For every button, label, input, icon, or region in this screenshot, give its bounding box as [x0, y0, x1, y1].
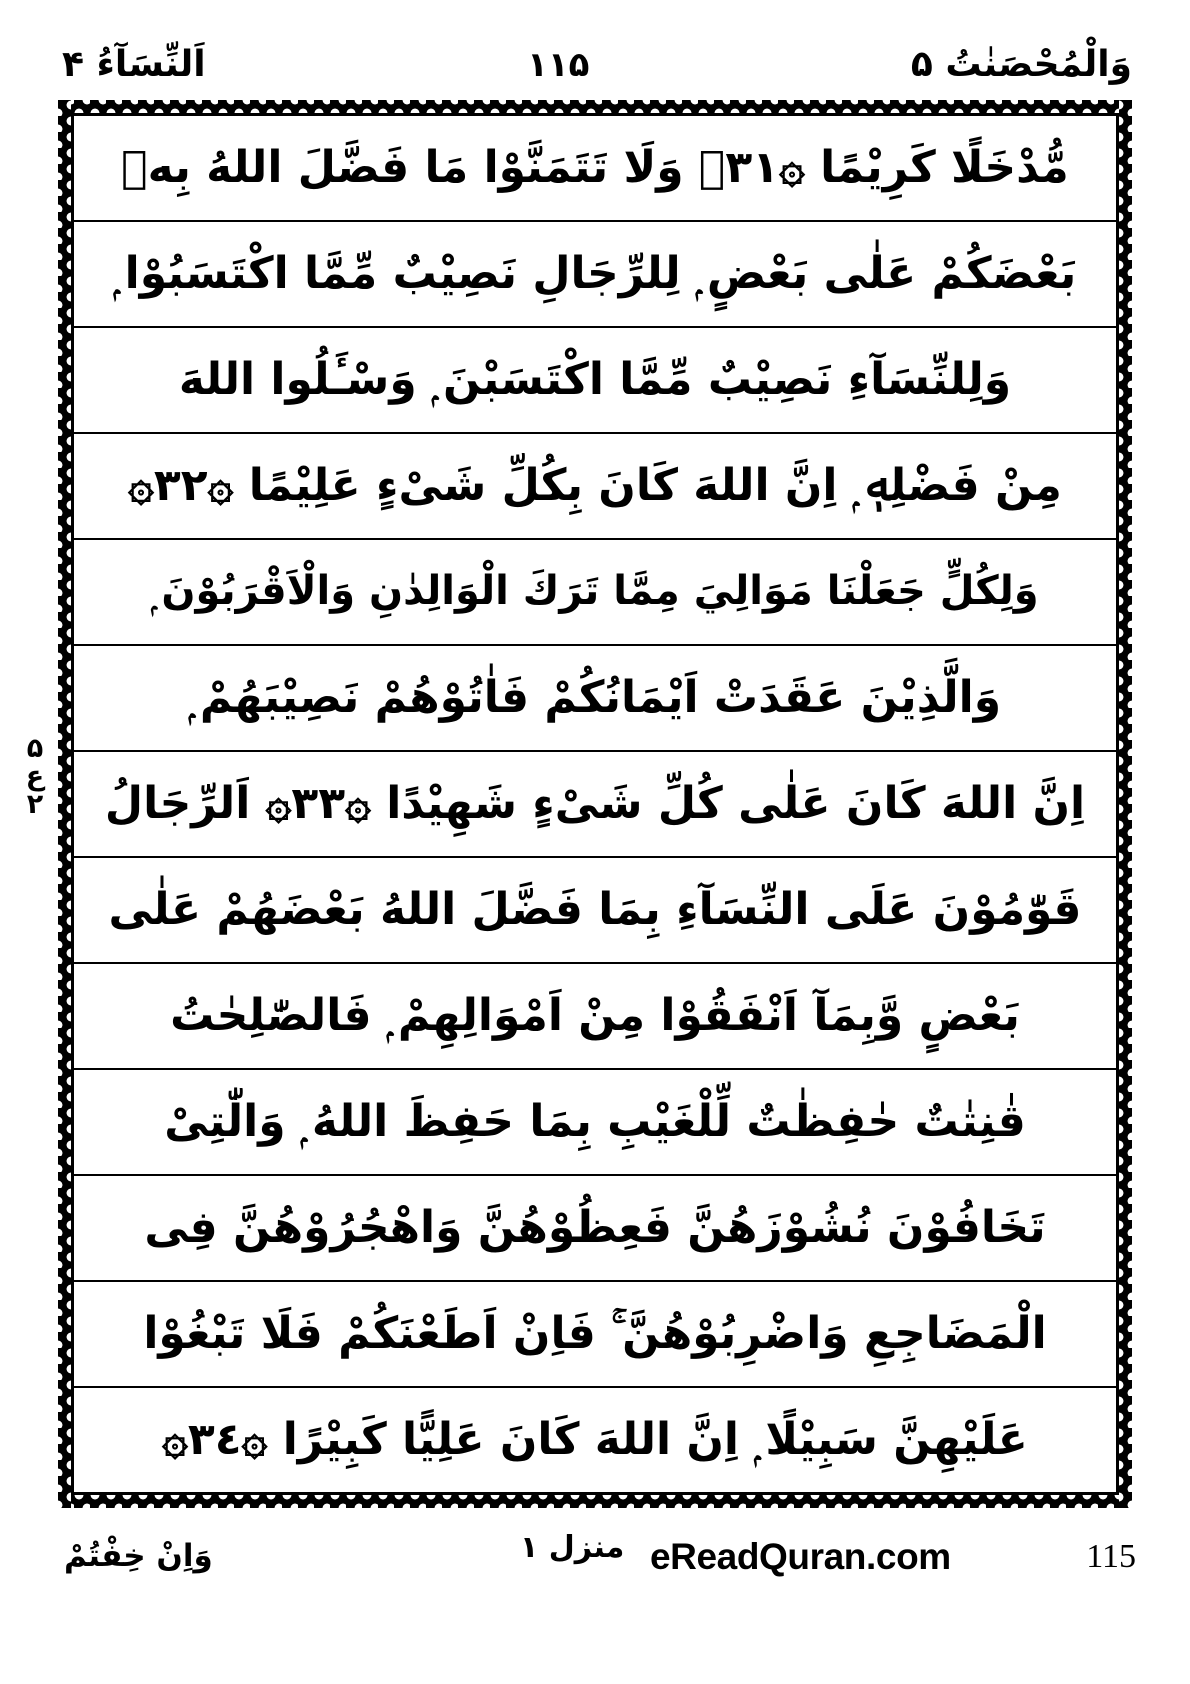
ayah-line	[74, 116, 1116, 222]
ayah-line	[74, 1070, 1116, 1176]
page-number-latin: 115	[1086, 1538, 1136, 1575]
ayah-line	[74, 1176, 1116, 1282]
ayah-line	[74, 646, 1116, 752]
ayah-line	[74, 1388, 1116, 1492]
mushaf-text-block	[71, 113, 1119, 1495]
ayah-line	[74, 858, 1116, 964]
ayah-line	[74, 964, 1116, 1070]
ayah-line	[74, 222, 1116, 328]
surah-label: اَلنِّسَآءُ ۴	[62, 44, 206, 85]
ayah-line-text: مِنْ فَضْلِهٖ ۭ اِنَّ اللهَ كَانَ بِكُلِّ شَىْءٍ عَلِيْمًا ۞٣٢۞	[128, 460, 1062, 512]
ayah-line-text: وَالَّذِيْنَ عَقَدَتْ اَيْمَانُكُمْ فَاٰتُوْهُمْ نَصِيْبَهُمْ ۭ	[188, 672, 1002, 724]
catchword-label: وَاِنْ خِفْتُمْ	[64, 1538, 213, 1574]
ayah-line-text: وَلِلنِّسَآءِ نَصِيْبٌ مِّمَّا اكْتَسَبْنَ ۭ وَسْـَٔلُوا اللهَ	[178, 354, 1012, 406]
ayah-line-text: وَلِكُلٍّ جَعَلْنَا مَوَالِيَ مِمَّا تَرَكَ الْوَالِدٰنِ وَالْاَقْرَبُوْنَ ۭ	[151, 568, 1039, 615]
ruku-marker	[14, 735, 56, 818]
page-header	[40, 34, 1150, 96]
ayah-line-text: قٰنِتٰتٌ حٰفِظٰتٌ لِّلْغَيْبِ بِمَا حَفِظَ اللهُ ۭ وَالّٰتِىْ	[164, 1096, 1026, 1148]
ayah-line-text: قَوّٰمُوْنَ عَلَى النِّسَآءِ بِمَا فَضَّلَ اللهُ بَعْضَهُمْ عَلٰى	[108, 884, 1082, 936]
frame-ornament-bottom	[58, 1495, 1132, 1508]
manzil-label: منزل ۱	[520, 1530, 625, 1565]
ayah-line	[74, 540, 1116, 646]
frame-ornament-top	[58, 100, 1132, 113]
frame-ornament-left	[58, 100, 71, 1508]
ayah-line-text: بَعْضٍ وَّبِمَآ اَنْفَقُوْا مِنْ اَمْوَالِهِمْ ۭ فَالصّٰلِحٰتُ	[170, 990, 1020, 1042]
ayah-line-text: مُّدْخَلًا كَرِيْمًا ۞٣١۞ وَلَا تَتَمَنَّوْا مَا فَضَّلَ اللهُ بِهٖ	[121, 142, 1069, 194]
ruku-count-top: ۵	[26, 733, 44, 764]
page-number-arabic: ۱۱۵	[527, 45, 590, 85]
site-label[interactable]: eReadQuran.com	[650, 1536, 951, 1577]
ruku-symbol-icon: ع	[25, 761, 45, 792]
ayah-line-text: اِنَّ اللهَ كَانَ عَلٰى كُلِّ شَىْءٍ شَهِيْدًا ۞٣٣۞ اَلرِّجَالُ	[104, 778, 1086, 830]
frame-ornament-right	[1119, 100, 1132, 1508]
mushaf-ornate-frame	[58, 100, 1132, 1508]
ayah-line	[74, 328, 1116, 434]
ayah-line-text: الْمَضَاجِعِ وَاضْرِبُوْهُنَّ ۚ فَاِنْ اَطَعْنَكُمْ فَلَا تَبْغُوْا	[143, 1308, 1047, 1360]
page-footer	[40, 1528, 1150, 1618]
ayah-line-text: بَعْضَكُمْ عَلٰى بَعْضٍ ۭ لِلرِّجَالِ نَصِيْبٌ مِّمَّا اكْتَسَبُوْا ۭ	[113, 248, 1077, 300]
ruku-count-bottom: ۲	[26, 789, 44, 820]
ayah-line	[74, 434, 1116, 540]
ayah-line-text: عَلَيْهِنَّ سَبِيْلًا ۭ اِنَّ اللهَ كَانَ عَلِيًّا كَبِيْرًا ۞٣٤۞	[162, 1414, 1028, 1466]
ayah-line	[74, 752, 1116, 858]
ayah-line	[74, 1282, 1116, 1388]
ayah-line-text: تَخَافُوْنَ نُشُوْزَهُنَّ فَعِظُوْهُنَّ وَاهْجُرُوْهُنَّ فِى	[144, 1202, 1046, 1254]
juz-label: وَالْمُحْصَنٰتُ ۵	[910, 44, 1132, 85]
